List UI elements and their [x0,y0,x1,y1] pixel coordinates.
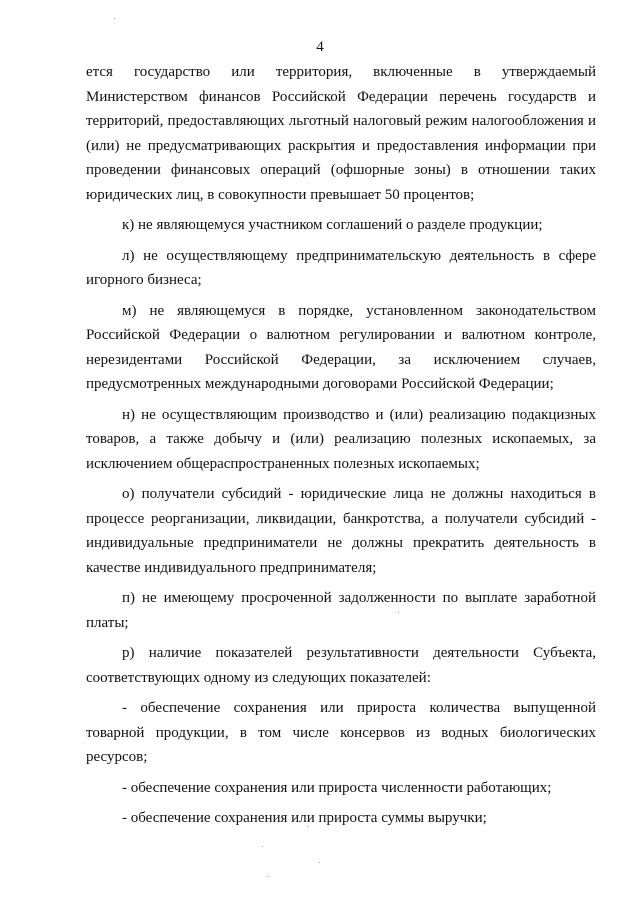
scan-speck [307,826,308,827]
paragraph-indicator-employees: - обеспечение сохранения или прироста численности работающих; [122,779,552,796]
scan-speck [319,862,320,863]
paragraph-continuation: ется государство или территория, включенные в утверждаемый Министерством финансов Российской Федерации перечень государств и территорий, предоставляющих льготный налоговый режим налогообложения и (или) не предусматривающих раскрытия и предоставления информации при проведении финансовых операций (офшорные зоны) в отношении таких юридических лиц, в совокупности превышает 50 процентов; [86,64,596,203]
paragraph-item-o: о) получатели субсидий - юридические лица не должны находиться в процессе реорганизации, ликвидации, банкротства, а получатели субсидий - индивидуальные предприниматели не должны прекратить деятельность в качестве индивидуального предпринимателя; [86,486,596,576]
scan-speck [398,612,399,613]
paragraph-item-p: п) не имеющему просроченной задолженности по выплате заработной платы; [86,590,596,631]
paragraph-item-k: к) не являющемуся участником соглашений о разделе продукции; [122,217,543,233]
scan-speck [262,846,263,847]
document-body [86,60,596,831]
paragraph-indicator-production: - обеспечение сохранения или прироста количества выпущенной товарной продукции, в том числе консервов из водных биологических ресурсов; [86,700,596,765]
paragraph-item-n: н) не осуществляющим производство и (или) реализацию подакцизных товаров, а также добычу и (или) реализацию полезных ископаемых, за исключением общераспространенных полезных ископаемых; [86,406,596,472]
scan-speck [268,876,269,877]
paragraph-item-l: л) не осуществляющему предпринимательскую деятельность в сфере игорного бизнеса; [86,247,596,288]
scan-speck [114,18,115,19]
page-number: 4 [316,39,324,55]
paragraph-indicator-revenue: - обеспечение сохранения или прироста суммы выручки; [122,810,487,826]
paragraph-item-m: м) не являющемуся в порядке, установленном законодательством Российской Федерации о валютном регулировании и валютном контроле, нерезидентами Российской Федерации, за исключением случаев, предусмотренных международными договорами Российской Федерации; [86,302,596,392]
paragraph-item-r: р) наличие показателей результативности деятельности Субъекта, соответствующих одному из следующих показателей: [86,645,596,686]
